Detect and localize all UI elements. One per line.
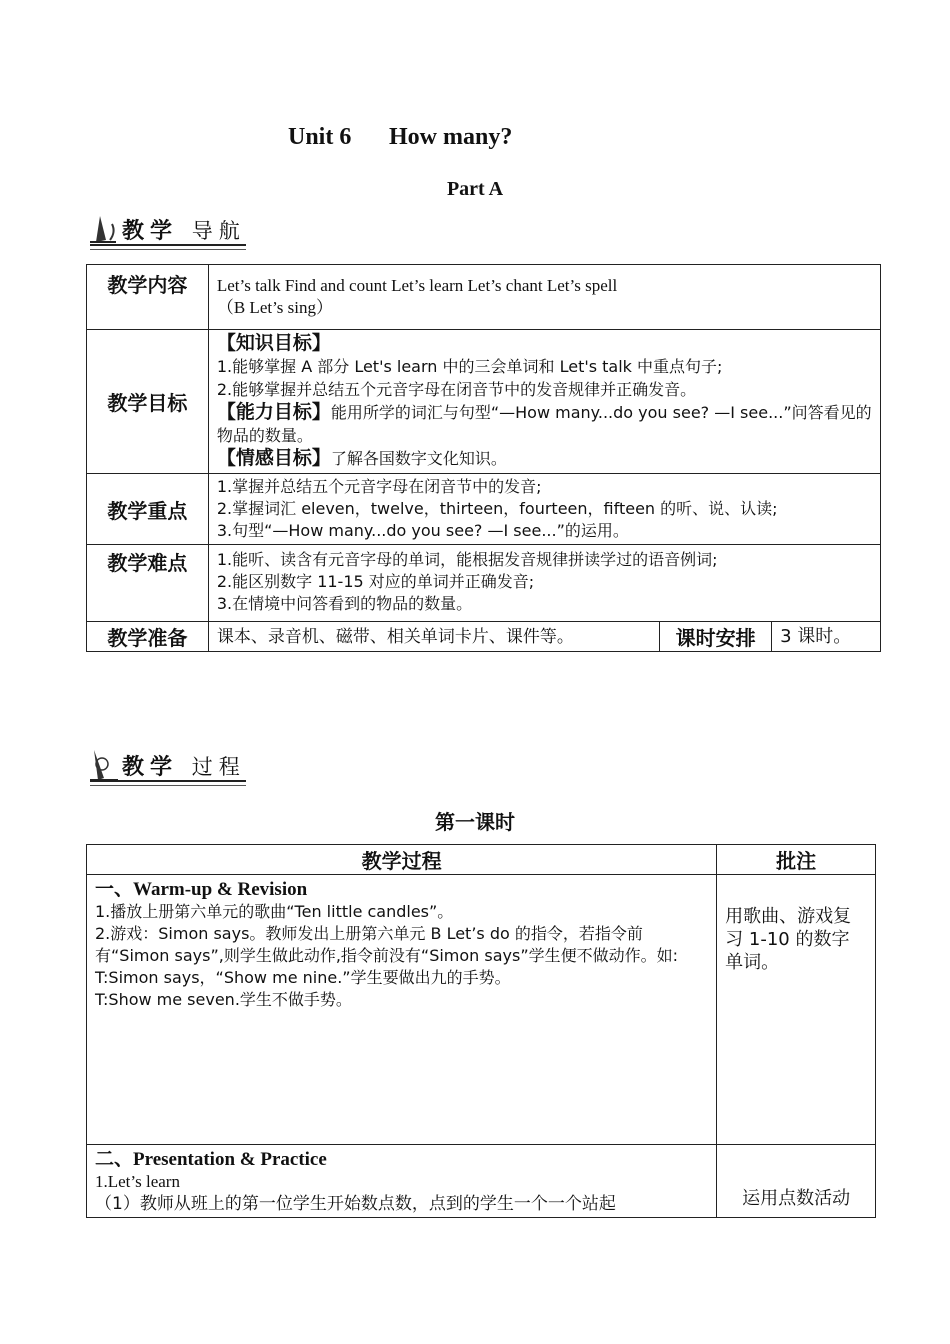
content-value: Let’s talk Find and count Let’s learn Let’s chant Let’s spell （B Let’s sing） <box>208 265 880 330</box>
pencil-icon <box>86 748 126 784</box>
goals-label: 教学目标 <box>87 330 209 474</box>
unit-label: Unit 6 <box>288 124 352 150</box>
content-label: 教学内容 <box>87 265 209 330</box>
teaching-guide-banner <box>86 212 246 248</box>
banner-word: 导航 <box>191 219 246 243</box>
presentation-note: 运用点数活动 <box>717 1145 876 1218</box>
section-title: 二、Presentation & Practice <box>95 1149 327 1170</box>
banner-char: 学 <box>150 219 179 244</box>
banner-char: 教 <box>122 219 151 244</box>
lesson-info-table <box>86 264 881 652</box>
warmup-section: 一、Warm-up & Revision 1.播放上册第六单元的歌曲“Ten little candles”。 2.游戏：Simon says。教师发出上册第六单元 B Let’s do 的指令，若指令前有“Simon says”,则学生做此动作,指令前没有“Simon says”学生便不做动作。如: T:Simon says，“Show me nine.”学生要做出九的手势。 T:Show me seven.学生不做手势。 <box>87 875 717 1145</box>
preparation-value: 课本、录音机、磁带、相关单词卡片、课件等。 <box>208 622 659 652</box>
notes-header: 批注 <box>717 845 876 875</box>
schedule-label: 课时安排 <box>660 622 772 652</box>
schedule-value: 3 课时。 <box>772 622 881 652</box>
banner-char: 学 <box>150 755 179 780</box>
lesson-title: 第一课时 <box>435 810 515 834</box>
preparation-label: 教学准备 <box>87 622 209 652</box>
warmup-note: 用歌曲、游戏复习 1-10 的数字单词。 <box>717 875 876 1145</box>
key-points-label: 教学重点 <box>87 474 209 545</box>
goals-value: 【知识目标】 1.能够掌握 A 部分 Let's learn 中的三会单词和 Let's talk 中重点句子; 2.能够掌握并总结五个元音字母在闭音节中的发音规律并正确发音。 【能力目标】能用所学的词汇与句型“—How many...do you see? —I see...”问答看见的物品的数量。 【情感目标】了解各国数字文化知识。 <box>208 330 880 474</box>
presentation-section: 二、Presentation & Practice 1.Let’s learn （1）教师从班上的第一位学生开始数点数，点到的学生一个一个站起 <box>87 1145 717 1218</box>
banner-word: 过程 <box>191 755 246 779</box>
difficulties-label: 教学难点 <box>87 545 209 622</box>
difficulties-value: 1.能听、读含有元音字母的单词，能根据发音规律拼读学过的语音例词; 2.能区别数字 11-15 对应的单词并正确发音; 3.在情境中问答看到的物品的数量。 <box>208 545 880 622</box>
section-title: 一、Warm-up & Revision <box>95 879 308 900</box>
process-header: 教学过程 <box>87 845 717 875</box>
pencil-icon <box>86 212 126 248</box>
unit-question: How many? <box>389 124 513 150</box>
banner-char: 教 <box>122 755 151 780</box>
key-points-value: 1.掌握并总结五个元音字母在闭音节中的发音; 2.掌握词汇 eleven，twelve，thirteen，fourteen，fifteen 的听、说、认读; 3.句型“—How many...do you see? —I see...”的运用。 <box>208 474 880 545</box>
part-title: Part A <box>446 178 504 200</box>
teaching-process-banner <box>86 748 246 784</box>
process-table <box>86 844 876 1218</box>
